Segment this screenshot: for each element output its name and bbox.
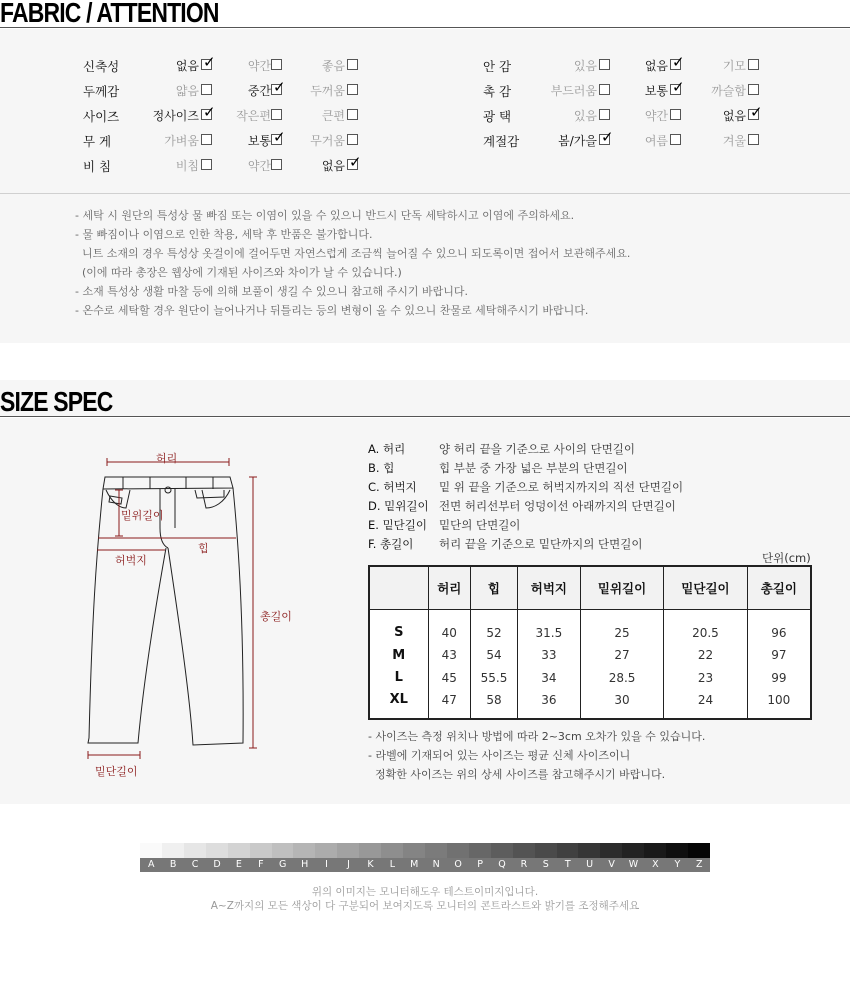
fabric-attr-label: 광 택 xyxy=(483,109,512,124)
fabric-option-checkbox[interactable] xyxy=(347,59,358,70)
fabric-option-label: 작은편 xyxy=(236,109,271,123)
gray-letter: R xyxy=(513,858,535,872)
definition-key: A. 허리 xyxy=(368,442,406,456)
size-value-cell: 40 xyxy=(428,609,471,644)
fabric-attr-label: 촉 감 xyxy=(483,84,512,99)
size-value-cell: 25 xyxy=(580,609,663,644)
gray-swatch xyxy=(381,843,403,858)
table-row xyxy=(369,667,811,690)
fabric-option-checkbox[interactable] xyxy=(748,103,763,121)
checkmark-icon: ✓ xyxy=(203,103,216,121)
gray-swatch xyxy=(469,843,491,858)
definition-value: 힙 부분 중 가장 넓은 부분의 단면길이 xyxy=(439,461,628,475)
fabric-option-label: 겨울 xyxy=(722,134,746,148)
fabric-note-line: 니트 소재의 경우 특성상 옷걸이에 걸어두면 자연스럽게 조금씩 늘어질 수 있으니 되도록이면 접어서 보관해주세요. xyxy=(75,247,631,260)
fabric-option-label: 없음 xyxy=(722,109,746,123)
size-label-cell: L xyxy=(369,667,428,690)
fabric-divider xyxy=(0,193,850,194)
gray-swatch xyxy=(491,843,513,858)
size-table-header xyxy=(369,566,811,609)
fabric-option-checkbox[interactable] xyxy=(670,134,681,145)
diagram-label-thigh: 허벅지 xyxy=(115,554,147,567)
checkmark-icon: ✓ xyxy=(349,153,362,171)
fabric-option-label: 봄/가을 xyxy=(558,134,597,148)
monitor-caption-2: A~Z까지의 모든 색상이 다 구분되어 보여지도록 모니터의 콘트라스트와 밝기를 조정해주세요 xyxy=(210,900,640,912)
size-value-cell: 20.5 xyxy=(664,609,747,644)
definition-value: 밑 위 끝을 기준으로 허벅지까지의 직선 단면길이 xyxy=(439,480,684,494)
diagram-label-length: 총길이 xyxy=(260,610,292,623)
fabric-option-checkbox[interactable] xyxy=(599,59,610,70)
fabric-option-label: 두꺼움 xyxy=(310,84,345,98)
fabric-option-label: 좋음 xyxy=(321,59,345,73)
fabric-option-label: 까슬함 xyxy=(711,84,746,98)
size-value-cell: 27 xyxy=(580,644,663,667)
size-table-body xyxy=(369,609,811,719)
gray-letter: N xyxy=(425,858,447,872)
fabric-option-label: 없음 xyxy=(175,59,199,73)
size-value-cell: 52 xyxy=(471,609,518,644)
fabric-option-checkbox[interactable] xyxy=(271,128,286,146)
fabric-option-label: 비침 xyxy=(175,159,199,173)
size-value-cell: 100 xyxy=(747,689,811,719)
size-note-line: 정확한 사이즈는 위의 상세 사이즈를 참고해주시기 바랍니다. xyxy=(368,768,666,781)
size-table-header-cell: 밑단길이 xyxy=(664,566,747,609)
size-table-header-cell: 힙 xyxy=(471,566,518,609)
fabric-option-checkbox[interactable] xyxy=(599,84,610,95)
size-label-cell: M xyxy=(369,644,428,667)
fabric-attr-label: 계절감 xyxy=(483,134,520,149)
gray-swatch xyxy=(513,843,535,858)
fabric-option-checkbox[interactable] xyxy=(201,84,212,95)
fabric-option-label: 큰편 xyxy=(321,109,345,123)
size-value-cell: 22 xyxy=(664,644,747,667)
size-note-line: - 라벨에 기재되어 있는 사이즈는 평균 신체 사이즈이니 xyxy=(368,749,631,762)
fabric-header xyxy=(0,0,850,28)
gray-swatch xyxy=(403,843,425,858)
fabric-title: FABRIC / ATTENTION xyxy=(0,0,219,28)
gray-swatch xyxy=(622,843,644,858)
size-title: SIZE SPEC xyxy=(0,386,113,417)
table-row xyxy=(369,609,811,644)
fabric-option-checkbox[interactable] xyxy=(271,159,282,170)
fabric-note-line: (이에 따라 총장은 웹상에 기재된 사이즈와 차이가 날 수 있습니다.) xyxy=(75,266,402,279)
gray-letter: S xyxy=(535,858,557,872)
fabric-option-label: 가벼움 xyxy=(164,134,199,148)
size-table-header-cell: 밑위길이 xyxy=(580,566,663,609)
gray-letter: K xyxy=(359,858,381,872)
fabric-option-checkbox[interactable] xyxy=(347,134,358,145)
gray-letter: Y xyxy=(666,858,688,872)
fabric-panel xyxy=(0,29,850,343)
fabric-attr-label: 두께감 xyxy=(83,84,120,99)
size-value-cell: 30 xyxy=(580,689,663,719)
fabric-option-label: 있음 xyxy=(573,59,597,73)
fabric-option-label: 부드러움 xyxy=(550,84,597,98)
size-header xyxy=(0,386,850,417)
size-value-cell: 45 xyxy=(428,667,471,690)
gray-letter: I xyxy=(315,858,337,872)
gray-letter: E xyxy=(228,858,250,872)
fabric-option-checkbox[interactable] xyxy=(347,109,358,120)
fabric-attr-label: 무 게 xyxy=(83,134,112,149)
gray-letter: G xyxy=(272,858,294,872)
unit-label: 단위(cm) xyxy=(762,551,811,565)
fabric-option-label: 기모 xyxy=(722,59,746,73)
size-value-cell: 96 xyxy=(747,609,811,644)
monitor-caption-1: 위의 이미지는 모니터해도우 테스트이미지입니다. xyxy=(311,886,539,898)
checkmark-icon: ✓ xyxy=(601,128,614,146)
gray-swatch xyxy=(337,843,359,858)
gray-swatch xyxy=(250,843,272,858)
gray-swatch xyxy=(293,843,315,858)
gray-letter: F xyxy=(250,858,272,872)
gray-swatch xyxy=(228,843,250,858)
fabric-option-label: 보통 xyxy=(644,84,668,98)
table-row xyxy=(369,644,811,667)
gray-letter: M xyxy=(403,858,425,872)
fabric-option-checkbox[interactable] xyxy=(670,78,685,96)
fabric-option-checkbox[interactable] xyxy=(670,53,685,71)
fabric-option-checkbox[interactable] xyxy=(271,59,282,70)
gray-swatch xyxy=(447,843,469,858)
size-value-cell: 36 xyxy=(517,689,580,719)
size-value-cell: 58 xyxy=(471,689,518,719)
checkmark-icon: ✓ xyxy=(273,128,286,146)
size-value-cell: 24 xyxy=(664,689,747,719)
gray-swatch xyxy=(359,843,381,858)
gray-letter: D xyxy=(206,858,228,872)
gray-letter: Q xyxy=(491,858,513,872)
fabric-option-label: 약간 xyxy=(644,109,668,123)
fabric-option-label: 약간 xyxy=(247,159,271,173)
fabric-option-checkbox[interactable] xyxy=(670,109,681,120)
pants-diagram xyxy=(0,418,300,804)
fabric-option-checkbox[interactable] xyxy=(201,53,216,71)
diagram-label-hem: 밑단길이 xyxy=(95,765,138,778)
gray-letter: J xyxy=(337,858,359,872)
size-value-cell: 28.5 xyxy=(580,667,663,690)
gray-letter: T xyxy=(557,858,579,872)
size-value-cell: 55.5 xyxy=(471,667,518,690)
size-value-cell: 47 xyxy=(428,689,471,719)
size-note-line: - 사이즈는 측정 위치나 방법에 따라 2~3cm 오차가 있을 수 있습니다. xyxy=(368,730,706,743)
fabric-option-checkbox[interactable] xyxy=(201,159,212,170)
gray-letter: W xyxy=(622,858,644,872)
fabric-option-label: 얇음 xyxy=(175,84,199,98)
size-table xyxy=(368,565,812,720)
definition-value: 밑단의 단면길이 xyxy=(439,518,521,532)
gray-letter: O xyxy=(447,858,469,872)
size-value-cell: 97 xyxy=(747,644,811,667)
size-value-cell: 54 xyxy=(471,644,518,667)
size-value-cell: 43 xyxy=(428,644,471,667)
gray-letter: L xyxy=(381,858,403,872)
fabric-option-checkbox[interactable] xyxy=(271,109,282,120)
fabric-option-label: 없음 xyxy=(321,159,345,173)
gray-letter: X xyxy=(644,858,666,872)
definition-key: E. 밑단길이 xyxy=(368,518,428,532)
fabric-option-checkbox[interactable] xyxy=(201,134,212,145)
size-value-cell: 99 xyxy=(747,667,811,690)
fabric-option-checkbox[interactable] xyxy=(599,109,610,120)
size-label-cell: XL xyxy=(369,689,428,719)
fabric-option-checkbox[interactable] xyxy=(271,78,286,96)
fabric-attr-label: 안 감 xyxy=(483,59,512,74)
diagram-label-rise: 밑위길이 xyxy=(121,509,164,522)
checkmark-icon: ✓ xyxy=(750,103,763,121)
gray-swatch xyxy=(206,843,228,858)
fabric-option-label: 여름 xyxy=(644,134,668,148)
fabric-note-line: - 소재 특성상 생활 마찰 등에 의해 보풀이 생길 수 있으니 참고해 주시기 바랍니다. xyxy=(75,285,468,298)
gray-letter: A xyxy=(140,858,162,872)
size-value-cell: 33 xyxy=(517,644,580,667)
definition-key: C. 허벅지 xyxy=(368,480,417,494)
fabric-note-line: - 세탁 시 원단의 특성상 물 빠짐 또는 이염이 있을 수 있으니 반드시 단독 세탁하시고 이염에 주의하세요. xyxy=(75,209,575,222)
gray-letter: Z xyxy=(688,858,710,872)
definition-key: F. 총길이 xyxy=(368,537,414,551)
definition-value: 양 허리 끝을 기준으로 사이의 단면길이 xyxy=(439,442,636,456)
fabric-attr-label: 비 침 xyxy=(83,159,112,174)
fabric-option-label: 없음 xyxy=(644,59,668,73)
gray-swatch xyxy=(315,843,337,858)
gray-swatch xyxy=(184,843,206,858)
gray-letter: C xyxy=(184,858,206,872)
fabric-option-checkbox[interactable] xyxy=(347,84,358,95)
fabric-attr-label: 사이즈 xyxy=(83,109,120,124)
fabric-option-checkbox[interactable] xyxy=(201,103,216,121)
definition-value: 허리 끝을 기준으로 밑단까지의 단면길이 xyxy=(439,537,643,551)
checkmark-icon: ✓ xyxy=(672,53,685,71)
gray-swatch xyxy=(578,843,600,858)
size-label-cell: S xyxy=(369,609,428,644)
size-table-header-cell: 총길이 xyxy=(747,566,811,609)
fabric-note-line: - 온수로 세탁할 경우 원단이 늘어나거나 뒤틀리는 등의 변형이 올 수 있으니 찬물로 세탁해주시기 바랍니다. xyxy=(75,304,589,317)
gray-swatch xyxy=(272,843,294,858)
fabric-option-label: 중간 xyxy=(247,84,271,98)
fabric-option-checkbox[interactable] xyxy=(748,84,759,95)
fabric-option-label: 보통 xyxy=(247,134,271,148)
definition-value: 전면 허리선부터 엉덩이선 아래까지의 단면길이 xyxy=(439,499,676,513)
fabric-option-checkbox[interactable] xyxy=(347,153,362,171)
size-table-header-cell: 허벅지 xyxy=(517,566,580,609)
gray-swatch xyxy=(688,843,710,858)
table-row xyxy=(369,689,811,719)
gray-letter: V xyxy=(600,858,622,872)
gray-letter: H xyxy=(293,858,315,872)
definition-key: B. 힙 xyxy=(368,461,395,475)
checkmark-icon: ✓ xyxy=(273,78,286,96)
gray-swatch xyxy=(644,843,666,858)
definition-key: D. 밑위길이 xyxy=(368,499,429,513)
gray-letter: P xyxy=(469,858,491,872)
gray-swatch xyxy=(140,843,162,858)
gray-swatch xyxy=(666,843,688,858)
gray-letter: B xyxy=(162,858,184,872)
gray-swatch xyxy=(557,843,579,858)
gray-letter: U xyxy=(578,858,600,872)
checkmark-icon: ✓ xyxy=(672,78,685,96)
fabric-option-label: 무거움 xyxy=(310,134,345,148)
fabric-option-checkbox[interactable] xyxy=(748,59,759,70)
checkmark-icon: ✓ xyxy=(203,53,216,71)
fabric-option-checkbox[interactable] xyxy=(748,134,759,145)
gray-swatch xyxy=(600,843,622,858)
fabric-option-checkbox[interactable] xyxy=(599,128,614,146)
fabric-option-label: 약간 xyxy=(247,59,271,73)
diagram-label-waist: 허리 xyxy=(156,452,178,465)
gray-swatch xyxy=(535,843,557,858)
diagram-label-hip: 힙 xyxy=(198,542,209,555)
size-table-header-cell xyxy=(369,566,428,609)
fabric-note-line: - 물 빠짐이나 이염으로 인한 착용, 세탁 후 반품은 불가합니다. xyxy=(75,228,373,241)
size-value-cell: 34 xyxy=(517,667,580,690)
size-table-header-cell: 허리 xyxy=(428,566,471,609)
gray-swatch xyxy=(425,843,447,858)
gray-swatch xyxy=(162,843,184,858)
fabric-option-label: 정사이즈 xyxy=(152,109,199,123)
size-value-cell: 23 xyxy=(664,667,747,690)
fabric-attr-label: 신축성 xyxy=(83,59,120,74)
fabric-option-label: 있음 xyxy=(573,109,597,123)
size-value-cell: 31.5 xyxy=(517,609,580,644)
